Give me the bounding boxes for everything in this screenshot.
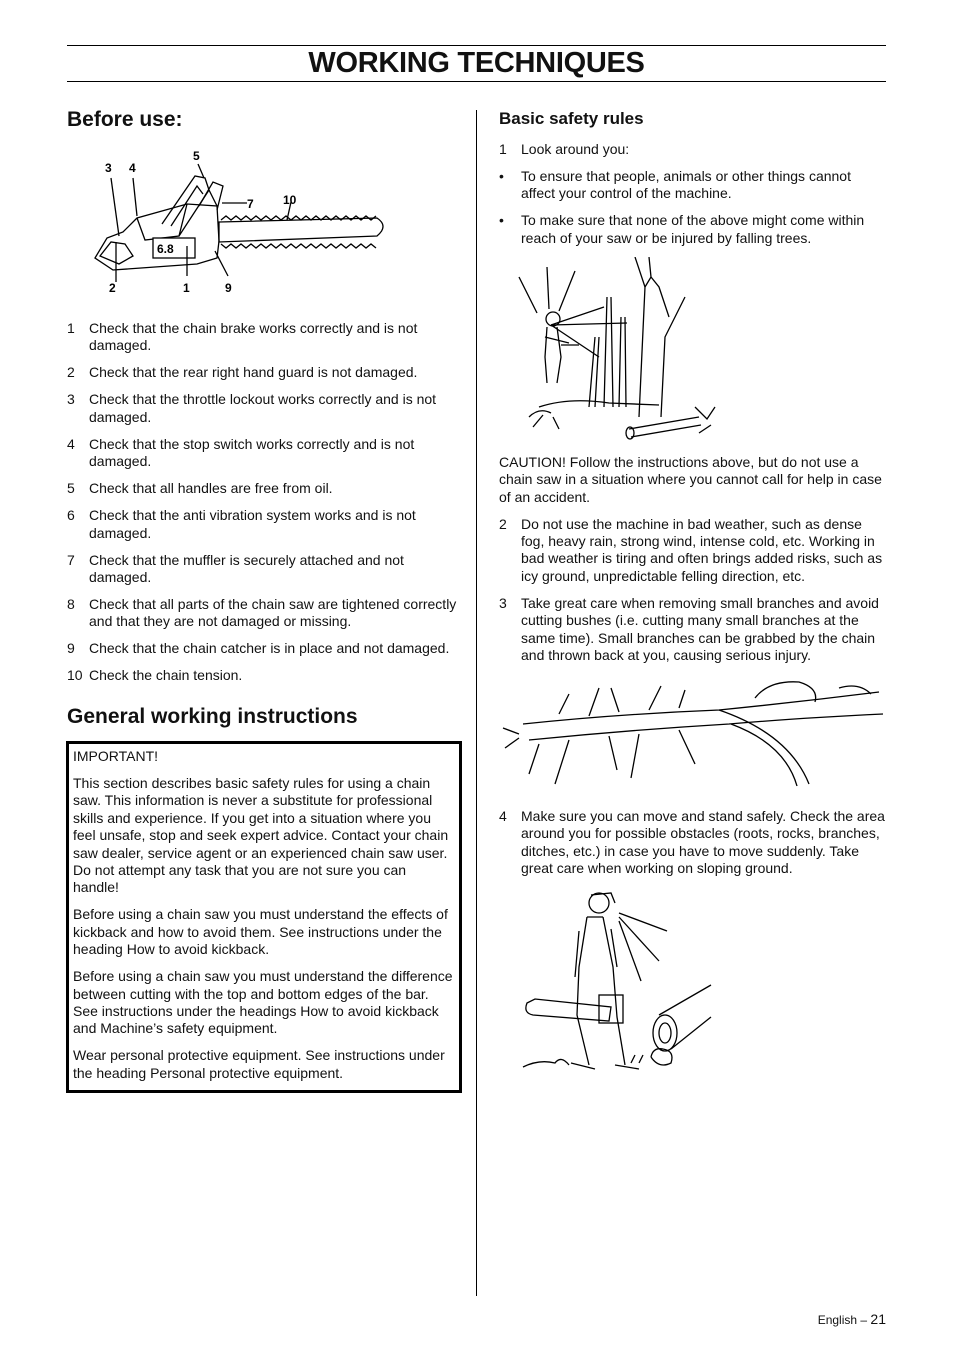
list-item: 2 Do not use the machine in bad weather, such as dense fog, heavy rain, strong wind, intense cold, etc. Working in bad weather is tiring and often brings added risks, such as icy ground, unpredictable felling direction, etc. bbox=[499, 515, 883, 584]
bullet-item: • To ensure that people, animals or other things cannot affect your control of the machine. bbox=[499, 168, 851, 202]
diagram-label-10: 10 bbox=[283, 193, 297, 207]
list-item: 1 Check that the chain brake works correctly and is not damaged. bbox=[67, 320, 418, 354]
right-column bbox=[499, 106, 887, 1072]
chainsaw-diagram bbox=[67, 146, 457, 296]
diagram-label-2: 2 bbox=[109, 281, 116, 295]
list-item: 10 Check the chain tension. bbox=[67, 667, 243, 684]
important-paragraph: Wear personal protective equipment. See instructions under the heading Personal protective equipment. bbox=[73, 1047, 445, 1081]
caution-paragraph: CAUTION! Follow the instructions above, but do not use a chain saw in a situation where you cannot call for help in case of an accident. bbox=[499, 453, 882, 505]
footer-language: English bbox=[817, 1313, 858, 1327]
safety-list-2 bbox=[499, 516, 887, 665]
forest-illustration bbox=[499, 257, 887, 442]
page-number: 21 bbox=[870, 1311, 886, 1327]
page-title: WORKING TECHNIQUES bbox=[308, 47, 645, 79]
diagram-label-1: 1 bbox=[183, 281, 190, 295]
header-rule-bottom bbox=[67, 81, 886, 82]
list-item: 4 Make sure you can move and stand safely. Check the area around you for possible obstacles (roots, rocks, branches, ditches, etc.) in case you have to move suddenly. Take great care when working on sloping ground. bbox=[499, 808, 885, 877]
basic-safety-heading: Basic safety rules bbox=[499, 109, 644, 128]
general-instructions-heading: General working instructions bbox=[67, 704, 358, 728]
footing-illustration bbox=[499, 887, 887, 1072]
list-item: 3 Take great care when removing small branches and avoid cutting bushes (i.e. cutting many small branches at the same time). Small branches can be grabbed by the chain and thrown back at you, causing serious injury. bbox=[499, 594, 879, 664]
footer-dash: – bbox=[860, 1313, 868, 1327]
branches-illustration bbox=[499, 674, 887, 792]
left-column bbox=[67, 106, 457, 731]
safety-list-1 bbox=[499, 141, 887, 247]
diagram-label-9: 9 bbox=[225, 281, 232, 295]
diagram-label-68: 6.8 bbox=[157, 242, 174, 256]
important-label: IMPORTANT! bbox=[73, 748, 159, 764]
list-item: 3 Check that the throttle lockout works correctly and is not damaged. bbox=[67, 391, 437, 425]
list-item: 9 Check that the chain catcher is in place and not damaged. bbox=[67, 640, 450, 657]
important-paragraph: This section describes basic safety rules for using a chain saw. This information is never a substitute for professional skills and experience. If you get into a situation where you feel unsafe, stop and seek expert advice. Contact your chain saw dealer, service agent or an experienced chain saw user. Do not attempt any task that you are not sure you can handle! bbox=[73, 775, 449, 896]
list-item: 4 Check that the stop switch works correctly and is not damaged. bbox=[67, 435, 415, 470]
before-use-checklist bbox=[67, 320, 457, 685]
important-paragraph: Before using a chain saw you must understand the effects of kickback and how to avoid them. See instructions under the heading How to avoid kickback. bbox=[73, 906, 448, 958]
diagram-label-4: 4 bbox=[129, 161, 136, 175]
list-item: 2 Check that the rear right hand guard is not damaged. bbox=[67, 364, 418, 381]
page-footer bbox=[818, 1311, 886, 1327]
important-paragraph: Before using a chain saw you must understand the difference between cutting with the top and bottom edges of the bar. See instructions under the headings How to avoid kickback and Machine’s safety equipment. bbox=[73, 968, 453, 1037]
list-item: 5 Check that all handles are free from oil. bbox=[67, 480, 333, 497]
diagram-label-7: 7 bbox=[247, 197, 254, 211]
bullet-item: • To make sure that none of the above might come within reach of your saw or be injured by falling trees. bbox=[499, 212, 865, 246]
before-use-heading: Before use: bbox=[67, 108, 183, 131]
list-item: 6 Check that the anti vibration system works and is not damaged. bbox=[67, 507, 416, 541]
list-item: 8 Check that all parts of the chain saw are tightened correctly and that they are not damaged or missing. bbox=[67, 596, 457, 630]
safety-list-3 bbox=[499, 808, 887, 878]
diagram-label-5: 5 bbox=[193, 149, 200, 163]
list-item: 1 Look around you: bbox=[499, 141, 630, 157]
column-divider bbox=[476, 110, 477, 1296]
list-item: 7 Check that the muffler is securely attached and not damaged. bbox=[67, 551, 404, 586]
important-box bbox=[66, 741, 462, 1093]
diagram-label-3: 3 bbox=[105, 161, 112, 175]
